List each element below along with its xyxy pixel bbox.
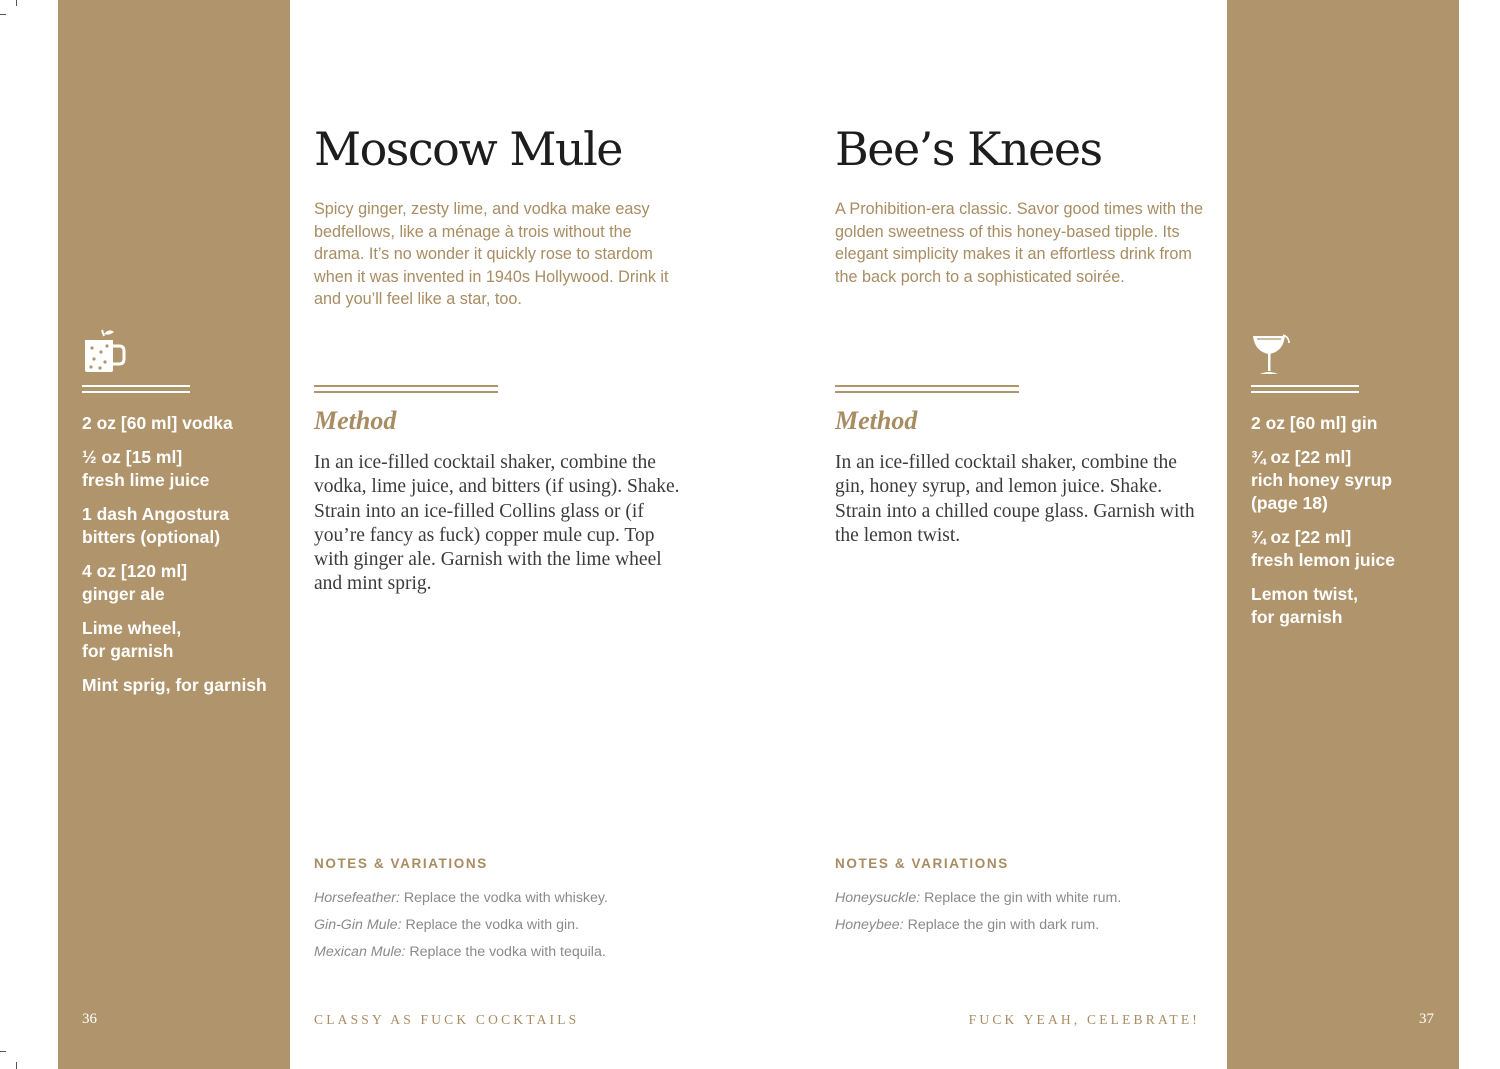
sidebar-divider (82, 385, 190, 393)
recipe-intro: A Prohibition-era classic. Savor good times with the golden sweetness of this honey-based tipple. Its elegant simplicity makes it an effortless drink from the back porch to a sophisticated soirée. (835, 200, 1203, 286)
page-number: 37 (1419, 1011, 1434, 1027)
ingredient-list (1251, 412, 1451, 640)
ingredient: ¾ oz [22 ml] fresh lemon juice (1251, 527, 1395, 570)
ingredient: 2 oz [60 ml] vodka (82, 413, 233, 433)
method-heading: Method (314, 406, 397, 435)
bees-knees-recipe (835, 0, 1215, 1069)
notes-heading: NOTES & VARIATIONS (835, 856, 1009, 871)
notes-list (314, 885, 608, 965)
ingredient: Lemon twist, for garnish (1251, 584, 1358, 627)
coupe-glass-icon (1249, 332, 1295, 380)
right-ingredients-sidebar (1227, 0, 1459, 1069)
running-head-right: FUCK YEAH, CELEBRATE! (968, 1012, 1200, 1027)
variation-note: Honeysuckle: Replace the gin with white rum. (835, 890, 1122, 906)
section-divider (314, 385, 498, 393)
left-ingredients-sidebar (58, 0, 290, 1069)
method-heading: Method (835, 406, 918, 435)
ingredient-list (82, 412, 282, 708)
ingredient: Mint sprig, for garnish (82, 675, 267, 695)
recipe-title: Moscow Mule (314, 122, 623, 176)
variation-note: Honeybee: Replace the gin with dark rum. (835, 916, 1100, 933)
crop-mark (0, 14, 6, 15)
running-head-left: CLASSY AS FUCK COCKTAILS (314, 1012, 580, 1027)
copper-mug-icon (82, 326, 128, 374)
notes-heading: NOTES & VARIATIONS (314, 856, 488, 871)
variation-note: Gin-Gin Mule: Replace the vodka with gin. (314, 916, 579, 933)
crop-mark (0, 1051, 6, 1052)
variation-note: Mexican Mule: Replace the vodka with tequila. (314, 943, 606, 960)
moscow-mule-recipe (314, 0, 694, 1069)
ingredient: ½ oz [15 ml] fresh lime juice (82, 447, 210, 490)
sidebar-divider (1251, 385, 1359, 393)
page-number: 36 (82, 1011, 97, 1027)
notes-list (835, 885, 1121, 939)
ingredient: 4 oz [120 ml] ginger ale (82, 561, 188, 604)
ingredient: 1 dash Angostura bitters (optional) (82, 504, 230, 547)
ingredient: ¾ oz [22 ml] rich honey syrup (page 18) (1251, 447, 1393, 513)
ingredient: Lime wheel, for garnish (82, 618, 182, 661)
crop-mark (16, 1062, 17, 1069)
method-text: In an ice-filled cocktail shaker, combine the vodka, lime juice, and bitters (if using). Shake. Strain into an ice-filled Collins glass or (if you’re fancy as fuck) copper mule cup. Top with ginger ale. Garnish with the lime wheel and mint sprig. (314, 452, 680, 595)
variation-note: Horsefeather: Replace the vodka with whiskey. (314, 890, 608, 906)
recipe-title: Bee’s Knees (835, 122, 1102, 176)
recipe-intro: Spicy ginger, zesty lime, and vodka make easy bedfellows, like a ménage à trois without the drama. It’s no wonder it quickly rose to stardom when it was invented in 1940s Hollywood. Drink it and you’ll feel like a star, too. (314, 200, 669, 309)
method-text: In an ice-filled cocktail shaker, combine the gin, honey syrup, and lemon juice. Shake. Strain into a chilled coupe glass. Garnish with the lemon twist. (835, 452, 1195, 546)
crop-mark (16, 0, 17, 6)
ingredient: 2 oz [60 ml] gin (1251, 413, 1378, 433)
section-divider (835, 385, 1019, 393)
